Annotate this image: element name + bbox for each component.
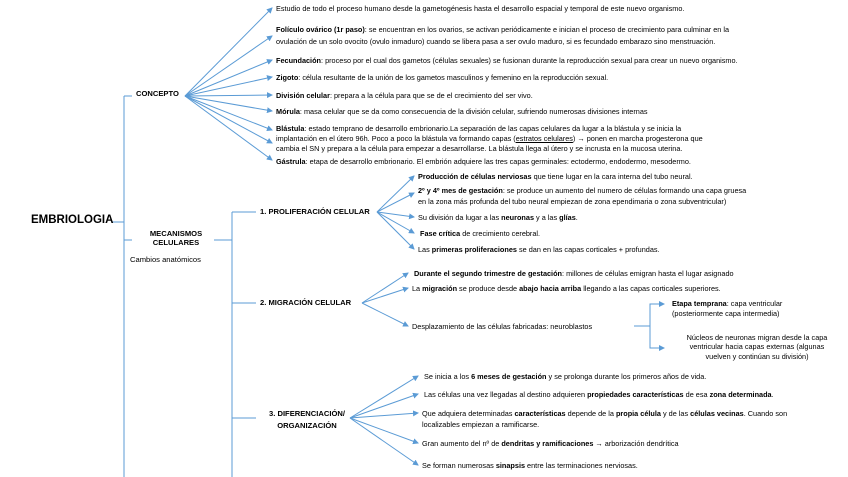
concepto-item: Zigoto: célula resultante de la unión de los gametos masculinos y femenino en la reproducción sexual.: [276, 73, 609, 82]
proliferacion-item: Las primeras proliferaciones se dan en las capas corticales + profundas.: [418, 245, 660, 254]
mecanismos-subtitle: Cambios anatómicos: [130, 255, 201, 264]
migracion-subitem: (posteriormente capa intermedia): [672, 309, 780, 318]
root-node: EMBRIOLOGIA: [31, 214, 114, 226]
diferenciacion-item: Se inicia a los 6 meses de gestación y se prolonga durante los primeros años de vida.: [424, 372, 707, 381]
migracion-label: 2. MIGRACIÓN CELULAR: [260, 298, 352, 307]
proliferacion-label: 1. PROLIFERACIÓN CELULAR: [260, 207, 370, 216]
concepto-item: ovulación de un solo ovocito (ovulo inmaduro) cuando se libera pasa a ser ovulo maduro, si es fecundado embarazo sino menstruación.: [276, 37, 716, 46]
diferenciacion-label: 3. DIFERENCIACIÓN/ ORGANIZACIÓN: [269, 409, 345, 430]
migracion-item: Durante el segundo trimestre de gestación: millones de células emigran hasta el lugar asignado: [414, 269, 734, 278]
proliferacion-item: Su división da lugar a las neuronas y a las glías.: [418, 213, 578, 222]
migracion-subitem: Núcleos de neuronas migran desde la capa ventricular hacia capas externas (algunas vuelven y continúan su división): [686, 333, 828, 361]
proliferacion-item: 2º y 4º mes de gestación: se produce un aumento del numero de células formando una capa gruesa: [418, 186, 747, 195]
concepto-item: implantación en el útero 96h. Poco a poco la blástula va formando capas (estratos celulares) → ponen en marcha progesterona que: [276, 134, 703, 143]
proliferacion-item: Producción de células nerviosas que tiene lugar en la cara interna del tubo neural.: [418, 172, 693, 181]
concepto-label: CONCEPTO: [136, 89, 179, 98]
diferenciacion-item: Las células una vez llegadas al destino adquieren propiedades características de esa zona determinada.: [424, 390, 774, 399]
proliferacion-item: Fase crítica de crecimiento cerebral.: [420, 229, 541, 238]
diferenciacion-item: localizables empiezan a ramificarse.: [422, 420, 540, 429]
concepto-item: Estudio de todo el proceso humano desde la gametogénesis hasta el desarrollo espacial y temporal de este nuevo organismo.: [276, 4, 685, 13]
concepto-item: Fecundación: proceso por el cual dos gametos (células sexuales) se fusionan durante la reproducción sexual para crear un nuevo organismo.: [276, 56, 738, 65]
concepto-item: Blástula: estado temprano de desarrollo embrionario.La separación de las capas celulares da lugar a la blástula y se inicia la: [276, 124, 682, 133]
diferenciacion-item: Se forman numerosas sinapsis entre las terminaciones nerviosas.: [422, 461, 638, 470]
concepto-item: Folículo ovárico (1r paso): se encuentran en los ovarios, se activan periódicamente e inician el proceso de crecimiento para culminar en la: [276, 25, 730, 34]
concepto-item: cambia el SN y prepara a la célula para empezar a desarrollarse. La blástula llega al útero y se incrusta en la mucosa uterina.: [276, 144, 683, 153]
concepto-item: Mórula: masa celular que se da como consecuencia de la división celular, sufriendo numerosas divisiones internas: [276, 107, 648, 116]
diferenciacion-item: Gran aumento del nº de dendritas y ramificaciones → arborización dendrítica: [422, 439, 679, 448]
proliferacion-item: en la zona más profunda del tubo neural empiezan de zona ependimaria o zona subventricular): [418, 197, 727, 206]
migracion-item: Desplazamiento de las células fabricadas: neuroblastos: [412, 322, 593, 331]
mecanismos-label: MECANISMOS CELULARES: [149, 229, 203, 247]
migracion-item: La migración se produce desde abajo hacia arriba llegando a las capas corticales superiores.: [412, 284, 721, 293]
diferenciacion-item: Que adquiera determinadas características depende de la propia célula y de las células vecinas. Cuando son: [422, 409, 788, 418]
concepto-item: División celular: prepara a la célula para que se de el crecimiento del ser vivo.: [276, 91, 533, 100]
concepto-item: Gástrula: etapa de desarrollo embrionario. El embrión adquiere las tres capas germinales: ectodermo, endodermo, mesodermo.: [276, 157, 691, 166]
migracion-subitem: Etapa temprana: capa ventricular: [672, 299, 783, 308]
